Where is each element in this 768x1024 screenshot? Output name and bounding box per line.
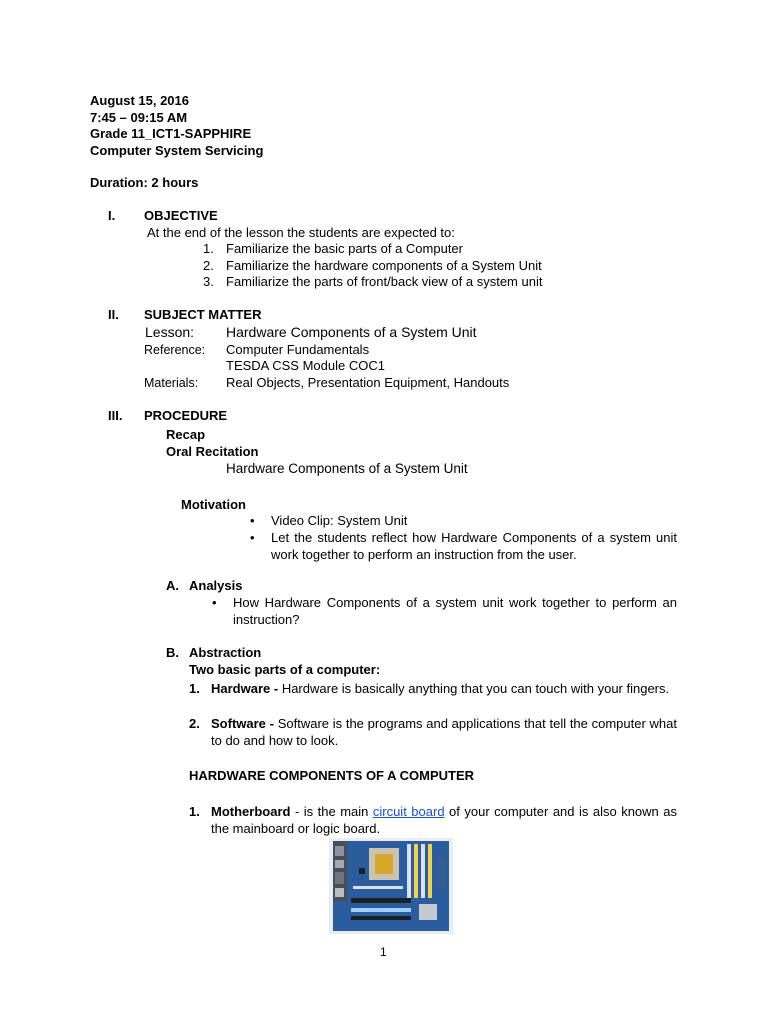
- duration: [90, 175, 198, 192]
- motivation-item-1: Video Clip: System Unit: [271, 513, 408, 528]
- part-text: Hardware is basically anything that you can touch with your fingers.: [278, 681, 670, 696]
- subject-matter-title: SUBJECT MATTER: [144, 307, 262, 322]
- part-num-2: 2.: [189, 716, 200, 731]
- hw-pre: - is the main: [290, 804, 373, 819]
- materials-label: Materials:: [144, 376, 199, 390]
- objective-intro: At the end of the lesson the students are expected to:: [147, 225, 455, 240]
- objective-num-3: 3.: [203, 274, 214, 289]
- part-text: Software is the programs and applications that tell the computer what to do and how to look.: [211, 716, 677, 748]
- objective-item-1: Familiarize the basic parts of a Computer: [226, 241, 463, 256]
- part-item-hardware: [211, 681, 677, 698]
- hw-num-1: 1.: [189, 804, 200, 819]
- part-item-software: [211, 716, 677, 749]
- grade: Grade 11_ICT1-SAPPHIRE: [90, 126, 252, 141]
- hw-item-motherboard: [211, 804, 677, 837]
- analysis-letter: A.: [166, 578, 179, 593]
- recap: Recap: [166, 427, 206, 442]
- duration-label: Duration:: [90, 175, 148, 190]
- lesson-label: Lesson:: [145, 324, 195, 340]
- abstraction-title: Abstraction: [189, 645, 262, 660]
- analysis-item-1: How Hardware Components of a system unit work together to perform an instruction?: [233, 595, 677, 627]
- procedure-numeral: III.: [108, 408, 123, 423]
- objective-num-1: 1.: [203, 241, 214, 256]
- two-parts-title: Two basic parts of a computer:: [189, 662, 381, 677]
- motherboard-image: [329, 838, 453, 934]
- subject: Computer System Servicing: [90, 143, 264, 158]
- procedure-title: PROCEDURE: [144, 408, 228, 423]
- analysis-title: Analysis: [189, 578, 243, 593]
- oral-recitation: Oral Recitation: [166, 444, 259, 459]
- date: August 15, 2016: [90, 93, 189, 108]
- reference-1: Computer Fundamentals: [226, 342, 370, 357]
- bullet-icon: •: [250, 530, 255, 545]
- objective-title: OBJECTIVE: [144, 208, 218, 223]
- page-number: 1: [380, 945, 387, 959]
- bullet-icon: •: [250, 513, 255, 528]
- objective-item-2: Familiarize the hardware components of a System Unit: [226, 258, 542, 273]
- motivation-title: Motivation: [181, 497, 246, 512]
- hardware-heading: HARDWARE COMPONENTS OF A COMPUTER: [189, 768, 475, 783]
- duration-value: 2 hours: [151, 175, 199, 190]
- oral-topic: Hardware Components of a System Unit: [226, 461, 468, 476]
- part-term: Software -: [211, 716, 274, 731]
- materials-value: Real Objects, Presentation Equipment, Handouts: [226, 375, 510, 390]
- objective-numeral: I.: [108, 208, 116, 223]
- time: 7:45 – 09:15 AM: [90, 110, 188, 125]
- subject-matter-numeral: II.: [108, 307, 119, 322]
- lesson-value: Hardware Components of a System Unit: [226, 324, 477, 340]
- objective-item-3: Familiarize the parts of front/back view of a system unit: [226, 274, 543, 289]
- reference-label: Reference:: [144, 343, 206, 357]
- reference-2: TESDA CSS Module COC1: [226, 358, 385, 373]
- motivation-item-2: Let the students reflect how Hardware Components of a system unit work together to perform an instruction from the user.: [271, 530, 677, 562]
- objective-num-2: 2.: [203, 258, 214, 273]
- part-term: Hardware -: [211, 681, 279, 696]
- bullet-icon: •: [212, 595, 217, 610]
- hw-post: of your computer and is also known as the mainboard or logic board.: [211, 804, 677, 836]
- circuit-board-link[interactable]: circuit board: [372, 804, 445, 819]
- hw-term: Motherboard: [211, 804, 291, 819]
- abstraction-letter: B.: [166, 645, 179, 660]
- part-num-1: 1.: [189, 681, 200, 696]
